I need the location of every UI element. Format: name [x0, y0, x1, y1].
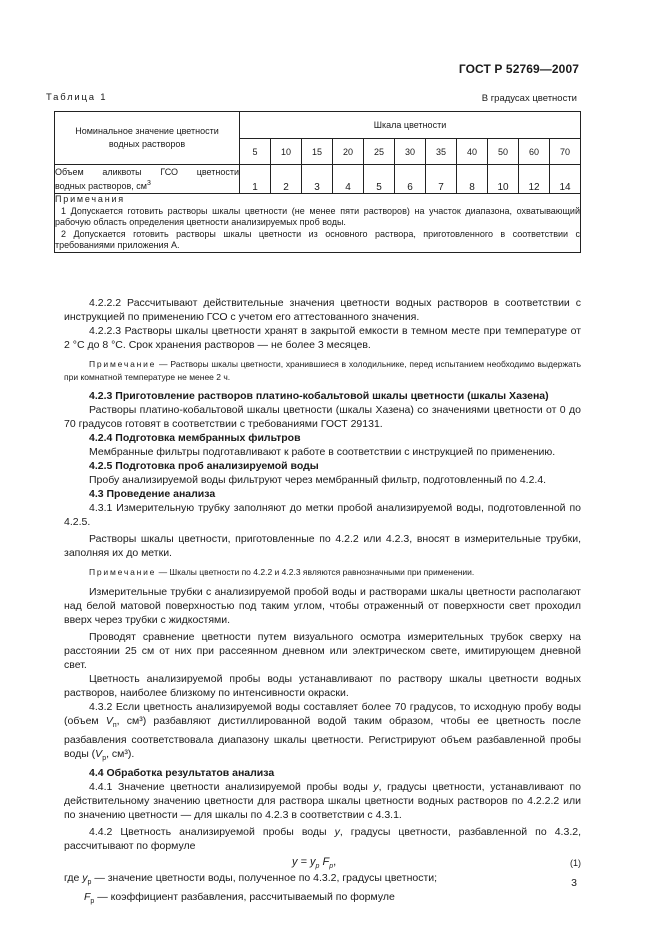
scale-value: 70 [550, 139, 581, 165]
scale-value: 60 [519, 139, 550, 165]
heading-4-2-3: 4.2.3 Приготовление растворов платино-кобальтовой шкалы цветности (шкалы Хазена) [89, 390, 549, 402]
aliquot-value: 5 [364, 165, 395, 194]
standard-number: ГОСТ Р 52769—2007 [458, 62, 579, 76]
para-4-3-2: 4.3.2 Если цветность анализируемой воды составляет более 70 градусов, то исходную пробу воды (объем $V_п$, см³) разбавляют дистиллированной водой таким образом, чтобы ее цветность после разбавления соответствовала диапазону шкалы цветности. Регистрируют объем разбавленной пробы воды ($V_р$, см³). [64, 700, 581, 762]
table-caption: Таблица 1 [46, 92, 108, 103]
scale-value: 30 [395, 139, 426, 165]
para-4-2-2-2: 4.2.2.2 Рассчитывают действительные значения цветности водных растворов в соответствии с инструкцией по применению ГСО с учетом его аттестованного значения. [64, 297, 581, 323]
aliquot-value: 8 [457, 165, 488, 194]
para-compare: Проводят сравнение цветности путем визуального осмотра измерительных трубок сверху на расстоянии 25 см от них при рассеянном дневном или электрическом свете, имитирующем дневной свет. [64, 630, 581, 671]
scale-value: 50 [488, 139, 519, 165]
where-yp: где $у_р$ — значение цветности воды, полученное по 4.3.2, градусы цветности; [64, 871, 438, 886]
scale-value: 15 [302, 139, 333, 165]
scale-value: 20 [333, 139, 364, 165]
table-unit: В градусах цветности [481, 93, 577, 104]
table-notes [55, 194, 581, 253]
para-4-2-5: Пробу анализируемой воды фильтруют через мембранный фильтр, подготовленный по 4.2.4. [89, 474, 547, 486]
aliquot-value: 6 [395, 165, 426, 194]
aliquot-value: 12 [519, 165, 550, 194]
aliquot-row [55, 165, 581, 194]
colour-scale-table [54, 111, 581, 253]
heading-4-2-5: 4.2.5 Подготовка проб анализируемой воды [89, 460, 319, 472]
para-4-2-4: Мембранные фильтры подготавливают к работе в соответствии с инструкцией по применению. [89, 446, 556, 458]
column-header-nominal: Номинальное значение цветности водных растворов [55, 112, 240, 165]
aliquot-value: 7 [426, 165, 457, 194]
aliquot-value: 14 [550, 165, 581, 194]
heading-4-2-4: 4.2.4 Подготовка мембранных фильтров [89, 432, 301, 444]
aliquot-value: 4 [333, 165, 364, 194]
scale-value: 40 [457, 139, 488, 165]
table-note-2: 2 Допускается готовить растворы шкалы цветности из основного раствора, приготовленного в соответствии с требованиями приложения А. [55, 228, 580, 250]
scale-value: 35 [426, 139, 457, 165]
para-4-3-1-b: Растворы шкалы цветности, приготовленные по 4.2.2 или 4.2.3, вносят в измерительные трубки, заполняя их до метки. [64, 533, 581, 559]
page-number: 3 [571, 877, 577, 889]
formula-1: $у = у_р$ $F_р$, (1) [292, 855, 581, 870]
where-fp: $F_р$ — коэффициент разбавления, рассчитываемый по формуле [84, 890, 395, 905]
para-4-2-2-3: 4.2.2.3 Растворы шкалы цветности хранят в закрытой емкости в темном месте при температуре от 2 °С до 8 °С. Срок хранения растворов — не более 3 месяцев. [64, 325, 581, 351]
storage-note: Примечание — Растворы шкалы цветности, хранившиеся в холодильнике, перед испытанием необходимо выдержать при комнатной температуре не менее 2 ч. [64, 359, 581, 382]
heading-4-4: 4.4 Обработка результатов анализа [89, 766, 275, 779]
para-colour: Цветность анализируемой пробы воды устанавливают по раствору шкалы цветности водных растворов, наиболее близкому по интенсивности окраски. [64, 672, 581, 699]
scale-value: 10 [271, 139, 302, 165]
table-note-1: 1 Допускается готовить растворы шкалы цветности (не менее пяти растворов) на участок диапазона, охватывающий рабочую область определения цветности анализируемых проб воды. [55, 205, 580, 227]
formula-number: (1) [570, 857, 581, 868]
aliquot-label: Объем аликвоты ГСО цветности водных растворов, $см^3$ [55, 165, 240, 194]
para-4-2-3: Растворы платино-кобальтовой шкалы цветности (шкалы Хазена) со значениями цветности от 0 до 70 градусов готовят в соответствии с требованиями ГОСТ 29131. [64, 404, 581, 430]
main-text [64, 296, 581, 909]
heading-4-3: 4.3 Проведение анализа [89, 488, 216, 500]
scale-value: 5 [240, 139, 271, 165]
scale-header: Шкала цветности [240, 112, 581, 139]
para-tubes: Измерительные трубки с анализируемой пробой воды и растворами шкалы цветности располагают над белой матовой поверхностью под таким углом, чтобы отраженный от поверхности свет проходил вверх через трубки с жидкостями. [64, 585, 581, 626]
aliquot-value: 1 [240, 165, 271, 194]
para-4-3-1: 4.3.1 Измерительную трубку заполняют до метки пробой анализируемой воды, подготовленной по 4.2.5. [64, 502, 581, 528]
para-4-4-2: 4.4.2 Цветность анализируемой пробы воды у, градусы цветности, разбавленной по 4.3.2, рассчитывают по формуле [64, 825, 581, 852]
scale-value: 25 [364, 139, 395, 165]
aliquot-value: 2 [271, 165, 302, 194]
equivalence-note: Примечание — Шкалы цветности по 4.2.2 и 4.2.3 являются равнозначными при применении. [89, 567, 475, 577]
para-4-4-1: 4.4.1 Значение цветности анализируемой пробы воды у, градусы цветности, устанавливают по действительному значению цветности для раствора шкалы цветности водных растворов по 4.2.2.2 или по значению цветности — для шкалы по 4.2.3 в соответствии с 4.3.1. [64, 780, 581, 821]
aliquot-value: 3 [302, 165, 333, 194]
aliquot-value: 10 [488, 165, 519, 194]
notes-title: Примечания [55, 194, 125, 204]
